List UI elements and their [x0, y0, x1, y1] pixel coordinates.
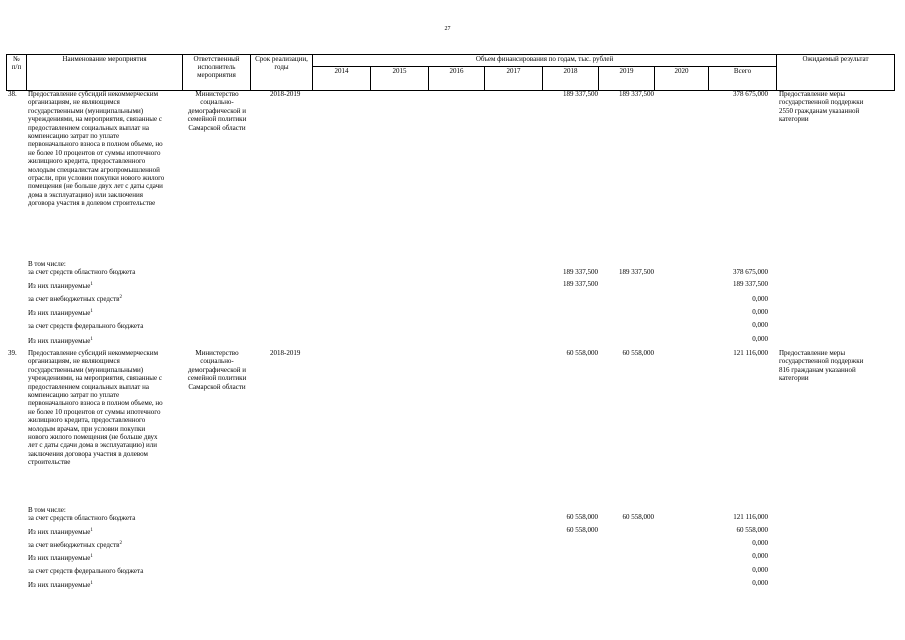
header-total: Всего [709, 67, 777, 91]
item-value-2019: 60 558,000 [622, 349, 654, 357]
item-value-total: 121 116,000 [733, 349, 768, 357]
funding-row-total: 0,000 [752, 566, 768, 574]
funding-row-total: 0,000 [752, 552, 768, 560]
funding-row-total: 0,000 [752, 539, 768, 547]
header-num: № п/п [7, 55, 27, 91]
table-header [6, 54, 895, 91]
funding-row-2018: 60 558,000 [566, 526, 598, 534]
funding-row-label-wrap [28, 282, 93, 290]
funding-row-total: 0,000 [752, 295, 768, 303]
funding-row-label: за счет средств областного бюджета [28, 514, 136, 522]
item-number: 38. [8, 90, 17, 98]
header-responsible: Ответственный исполнитель мероприятия [183, 55, 251, 91]
funding-row-total: 0,000 [752, 579, 768, 587]
funding-row-2018: 189 337,500 [563, 268, 598, 276]
funding-row-label: Из них планируемые [28, 581, 91, 589]
item-description: Предоставление субсидий некоммерческим организациям, не являющимся государственными (муниципальными) учреждениями, на мероприятия, связанные с предоставлением социальных выплат на компенсацию затрат по уплате первоначального взноса в полном объеме, но не более 10 процентов от суммы ипотечного жилищного кредита, предоставленного молодым врачам, при условии покупки нового жилого помещения (не больше двух лет с даты сдачи дома в эксплуатацию) или заключения договора участия в долевом строительстве [28, 349, 163, 467]
item-period: 2018-2019 [270, 349, 301, 357]
funding-row-label: Из них планируемые [28, 554, 91, 562]
footnote-mark: 1 [90, 309, 93, 314]
funding-row-label-wrap [28, 554, 93, 562]
header-period: Срок реализации, годы [251, 55, 313, 91]
footnote-mark: 1 [90, 581, 93, 586]
funding-row-label: за счет внебюджетных средств [28, 295, 120, 303]
funding-row-label-wrap [28, 528, 93, 536]
funding-row-label-wrap [28, 581, 93, 589]
funding-row-total: 0,000 [752, 321, 768, 329]
funding-row-total: 378 675,000 [733, 268, 768, 276]
funding-row-total: 189 337,500 [733, 280, 768, 288]
funding-row-label: Из них планируемые [28, 337, 91, 345]
footnote-mark: 1 [90, 282, 93, 287]
header-result: Ожидаемый результат [777, 55, 895, 91]
funding-row-label-wrap [28, 295, 122, 303]
funding-row-label-wrap [28, 541, 122, 549]
funding-row-label: за счет средств федерального бюджета [28, 567, 144, 575]
header-year-2020: 2020 [655, 67, 709, 91]
footnote-mark: 2 [119, 295, 122, 300]
item-result: Предоставление меры государственной поддержки 816 гражданам указанной категории [779, 349, 864, 383]
including-label: В том числе: [28, 506, 66, 514]
funding-row-total: 0,000 [752, 335, 768, 343]
header-year-2015: 2015 [371, 67, 429, 91]
header-funding: Объем финансирования по годам, тыс. рублей [313, 55, 777, 67]
funding-row-label: Из них планируемые [28, 282, 91, 290]
header-name: Наименование мероприятия [27, 55, 183, 91]
funding-row-label-wrap [28, 309, 93, 317]
funding-row-label: за счет средств федерального бюджета [28, 322, 144, 330]
footnote-mark: 1 [90, 554, 93, 559]
funding-row-2019: 60 558,000 [622, 513, 654, 521]
funding-row-label: за счет внебюджетных средств [28, 541, 120, 549]
footnote-mark: 1 [90, 528, 93, 533]
funding-row-total: 0,000 [752, 308, 768, 316]
item-description: Предоставление субсидий некоммерческим организациям, не являющимся государственными (муниципальными) учреждениями, на мероприятия, связанные с предоставлением социальных выплат на компенсацию затрат по уплате первоначального взноса в полном объеме, но не более 10 процентов от суммы ипотечного жилищного кредита, предоставленного молодым специалистам агропромышленной отрасли, при условии покупки нового жилого помещения (не больше двух лет с даты сдачи дома в эксплуатацию) или заключения договора участия в долевом строительстве [28, 90, 165, 208]
item-value-2019: 189 337,500 [619, 90, 654, 98]
funding-row-label: за счет средств областного бюджета [28, 268, 136, 276]
item-responsible: Министерство социально- демографической и семейной политики Самарской области [187, 349, 247, 391]
header-year-2018: 2018 [543, 67, 599, 91]
funding-row-2018: 189 337,500 [563, 280, 598, 288]
footnote-mark: 1 [90, 337, 93, 342]
header-year-2019: 2019 [599, 67, 655, 91]
item-responsible: Министерство социально- демографической и семейной политики Самарской области [187, 90, 247, 132]
item-value-total: 378 675,000 [733, 90, 768, 98]
header-year-2017: 2017 [485, 67, 543, 91]
item-value-2018: 60 558,000 [566, 349, 598, 357]
funding-row-2018: 60 558,000 [566, 513, 598, 521]
footnote-mark: 2 [119, 541, 122, 546]
page-number: 27 [444, 26, 451, 32]
item-result: Предоставление меры государственной поддержки 2550 гражданам указанной категории [779, 90, 864, 124]
item-number: 39. [8, 349, 17, 357]
funding-row-label: Из них планируемые [28, 309, 91, 317]
including-label: В том числе: [28, 260, 66, 268]
funding-row-total: 60 558,000 [736, 526, 768, 534]
funding-row-2019: 189 337,500 [619, 268, 654, 276]
funding-row-label: Из них планируемые [28, 528, 91, 536]
funding-row-label-wrap [28, 337, 93, 345]
header-year-2014: 2014 [313, 67, 371, 91]
header-year-2016: 2016 [429, 67, 485, 91]
item-value-2018: 189 337,500 [563, 90, 598, 98]
item-period: 2018-2019 [270, 90, 301, 98]
funding-row-total: 121 116,000 [733, 513, 768, 521]
